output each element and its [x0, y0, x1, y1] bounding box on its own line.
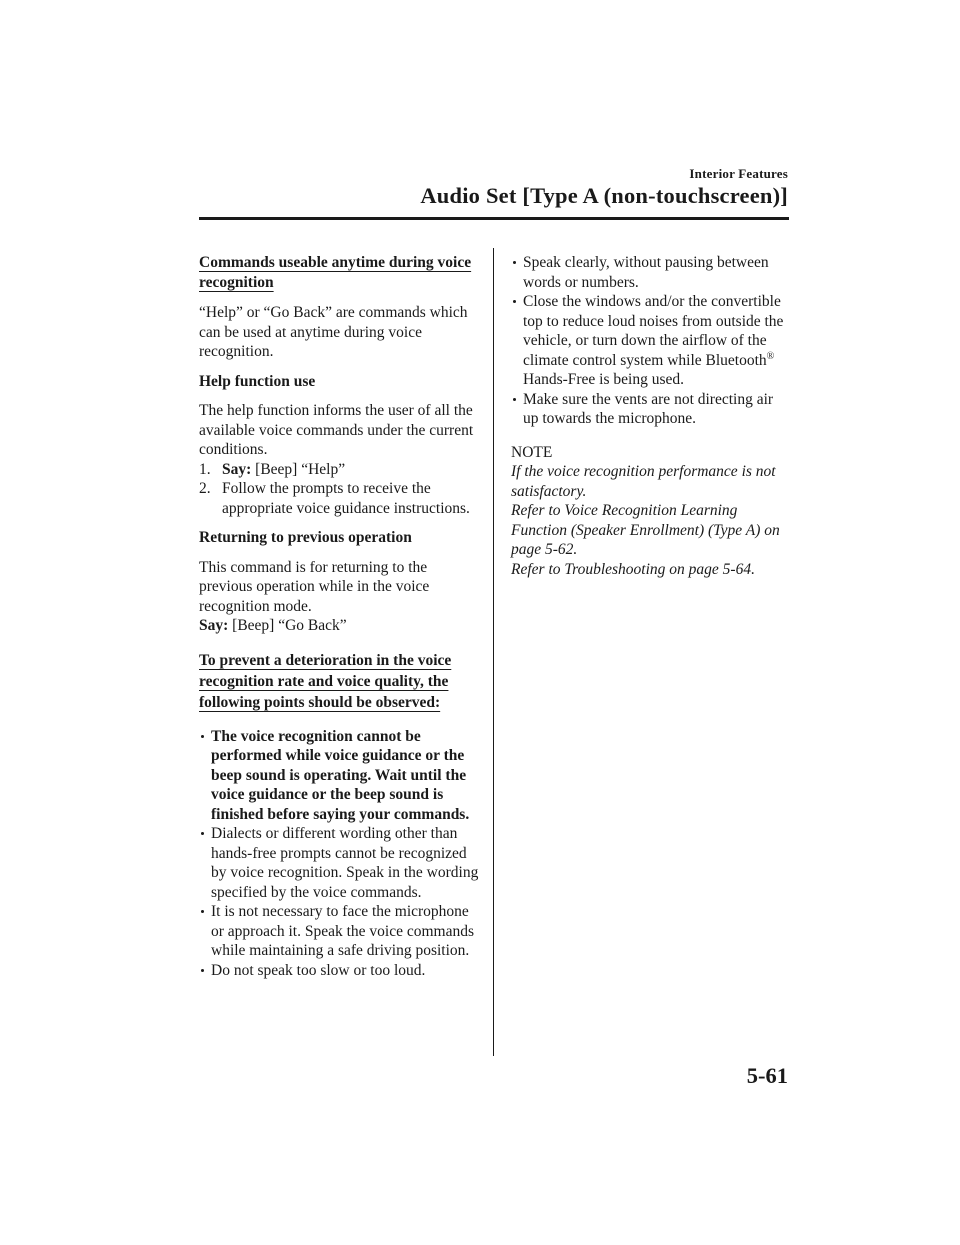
bullet-icon: [513, 300, 516, 303]
list-item-text: Dialects or different wording other than hands-free prompts cannot be recognized by voice recognition. Speak in the wording specified by the voice commands.: [211, 825, 479, 901]
note-body: [511, 462, 791, 579]
page-title: Audio Set [Type A (non-touchscreen)]: [420, 183, 788, 208]
heading-prevent-deterioration: To prevent a deterioration in the voice recognition rate and voice quality, the following points should be observed:: [199, 651, 452, 711]
step-text: Follow the prompts to receive the appropriate voice guidance instructions.: [222, 480, 470, 517]
intro-paragraph: “Help” or “Go Back” are commands which can be used at anytime during voice recognition.: [199, 304, 468, 360]
step-text: [Beep] “Help”: [251, 460, 346, 478]
heading-commands-anytime: Commands useable anytime during voice recognition: [199, 254, 472, 291]
list-item-text: Do not speak too slow or too loud.: [211, 961, 426, 979]
bullet-icon: [201, 969, 204, 972]
step-item: [199, 479, 479, 518]
note-line: Refer to Troubleshooting on page 5-64.: [511, 560, 755, 578]
help-paragraph: The help function informs the user of all the available voice commands under the current conditions.: [199, 402, 474, 458]
list-item-text: The voice recognition cannot be performed while voice guidance or the beep sound is operating. Wait until the voice guidance or the beep sound is finished before saying your commands.: [211, 727, 470, 823]
say-text: [Beep] “Go Back”: [228, 617, 347, 634]
list-item: [511, 292, 791, 390]
list-item: [199, 824, 479, 902]
observation-list-continued: [511, 253, 791, 429]
list-item: [199, 902, 479, 961]
bullet-icon: [201, 735, 204, 738]
bullet-icon: [201, 910, 204, 913]
bullet-icon: [201, 832, 204, 835]
column-divider: [493, 248, 494, 1056]
heading-returning: Returning to previous operation: [199, 529, 412, 546]
list-item: [511, 390, 791, 429]
return-say-line: [199, 616, 479, 636]
say-label: Say:: [199, 617, 229, 634]
list-item: [199, 727, 479, 825]
page-number: 5-61: [746, 1063, 788, 1088]
header-divider: [199, 217, 789, 220]
list-item: [511, 253, 791, 292]
step-number: 1.: [199, 460, 211, 478]
bullet-icon: [513, 261, 516, 264]
observation-list: [199, 727, 479, 981]
help-steps: [199, 460, 479, 519]
return-paragraph: This command is for returning to the previous operation while in the voice recognition mode.: [199, 558, 430, 615]
left-column: [199, 253, 479, 990]
note-label: NOTE: [511, 443, 553, 461]
list-item-text: Speak clearly, without pausing between words or numbers.: [523, 254, 769, 291]
list-item-text: Hands-Free is being used.: [523, 371, 684, 388]
step-number: 2.: [199, 480, 211, 497]
step-item: [199, 460, 479, 480]
registered-mark: ®: [766, 350, 775, 362]
note-line: If the voice recognition performance is not satisfactory.: [511, 463, 776, 500]
bullet-icon: [513, 398, 516, 401]
note-line: Refer to Voice Recognition Learning Function (Speaker Enrollment) (Type A) on page 5-62.: [511, 502, 780, 558]
list-item-text: It is not necessary to face the microphone or approach it. Speak the voice commands while maintaining a safe driving position.: [211, 903, 474, 959]
say-label: Say:: [222, 460, 252, 478]
list-item-text: Make sure the vents are not directing air up towards the microphone.: [523, 390, 774, 427]
section-label: Interior Features: [689, 166, 788, 181]
heading-help-function: Help function use: [199, 372, 316, 390]
list-item: [199, 961, 479, 981]
list-item-text: Close the windows and/or the convertible top to reduce loud noises from outside the vehicle, or turn down the airflow of the climate control system while Bluetooth: [523, 293, 784, 369]
right-column: [511, 253, 791, 579]
